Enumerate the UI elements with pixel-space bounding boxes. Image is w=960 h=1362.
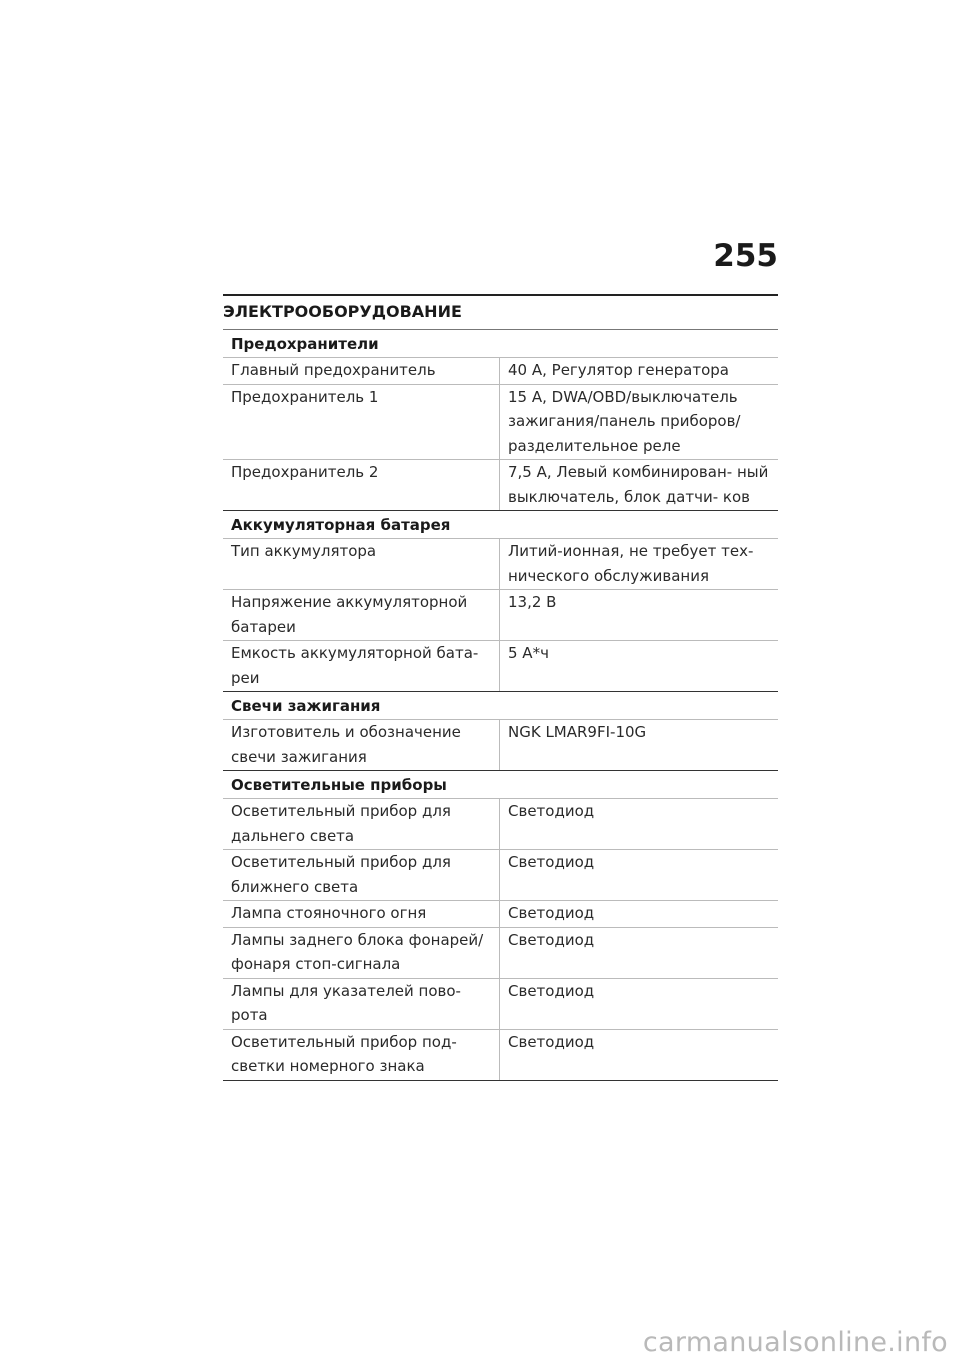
row-value: Светодиод <box>508 802 595 820</box>
row-label: Осветительный прибор под- светки номерного знака <box>223 1030 500 1080</box>
row-label: Предохранитель 2 <box>223 460 500 510</box>
table-row <box>223 927 778 978</box>
table-row <box>223 719 778 770</box>
table-row <box>223 978 778 1029</box>
group-header-battery: Аккумуляторная батарея <box>223 510 778 538</box>
table-row <box>223 357 778 384</box>
table-bottom-rule <box>223 1080 778 1081</box>
table-row <box>223 640 778 691</box>
row-value: Литий-ионная, не требует тех- нического обслуживания <box>508 542 754 585</box>
row-value: Светодиод <box>508 930 595 949</box>
row-label: Изготовитель и обозначение свечи зажигания <box>223 720 500 770</box>
row-value: Светодиод <box>508 981 595 1000</box>
group-header-lighting: Осветительные приборы <box>223 770 778 798</box>
table-row <box>223 798 778 849</box>
row-value: Светодиод <box>508 853 595 871</box>
row-label: Лампы для указателей пово- рота <box>223 979 500 1029</box>
row-label: Осветительный прибор для ближнего света <box>223 850 500 900</box>
row-label: Лампа стояночного огня <box>223 901 500 927</box>
page-number: 255 <box>713 238 778 274</box>
spec-table <box>223 294 778 1081</box>
table-row <box>223 849 778 900</box>
row-label: Лампы заднего блока фонарей/ фонаря стоп-сигнала <box>223 928 500 978</box>
row-value: 7,5 A, Левый комбинирован- ный выключатель, блок датчи- ков <box>508 463 769 506</box>
row-label: Осветительный прибор для дальнего света <box>223 799 500 849</box>
table-row <box>223 384 778 460</box>
row-label: Предохранитель 1 <box>223 385 500 460</box>
row-value: Светодиод <box>508 904 595 922</box>
row-value: 15 A, DWA/OBD/выключатель зажигания/панель приборов/ разделительное реле <box>508 387 741 455</box>
table-row <box>223 589 778 640</box>
table-row <box>223 900 778 927</box>
table-row <box>223 1029 778 1080</box>
table-row <box>223 459 778 510</box>
row-value: 5 А*ч <box>508 644 549 662</box>
group-header-fuses: Предохранители <box>223 329 778 357</box>
row-value: Светодиод <box>508 1032 595 1051</box>
row-value: NGK LMAR9FI-10G <box>508 723 647 741</box>
watermark: carmanualsonline.info <box>642 1327 948 1358</box>
row-value: 40 A, Регулятор генератора <box>508 361 729 379</box>
row-label: Емкость аккумуляторной бата- реи <box>223 641 500 691</box>
table-row <box>223 538 778 589</box>
row-label: Главный предохранитель <box>223 358 500 384</box>
row-label: Напряжение аккумуляторной батареи <box>223 590 500 640</box>
section-title: ЭЛЕКТРООБОРУДОВАНИЕ <box>223 294 778 329</box>
row-label: Тип аккумулятора <box>223 539 500 589</box>
row-value: 13,2 В <box>508 593 557 611</box>
group-header-spark-plugs: Свечи зажигания <box>223 691 778 719</box>
